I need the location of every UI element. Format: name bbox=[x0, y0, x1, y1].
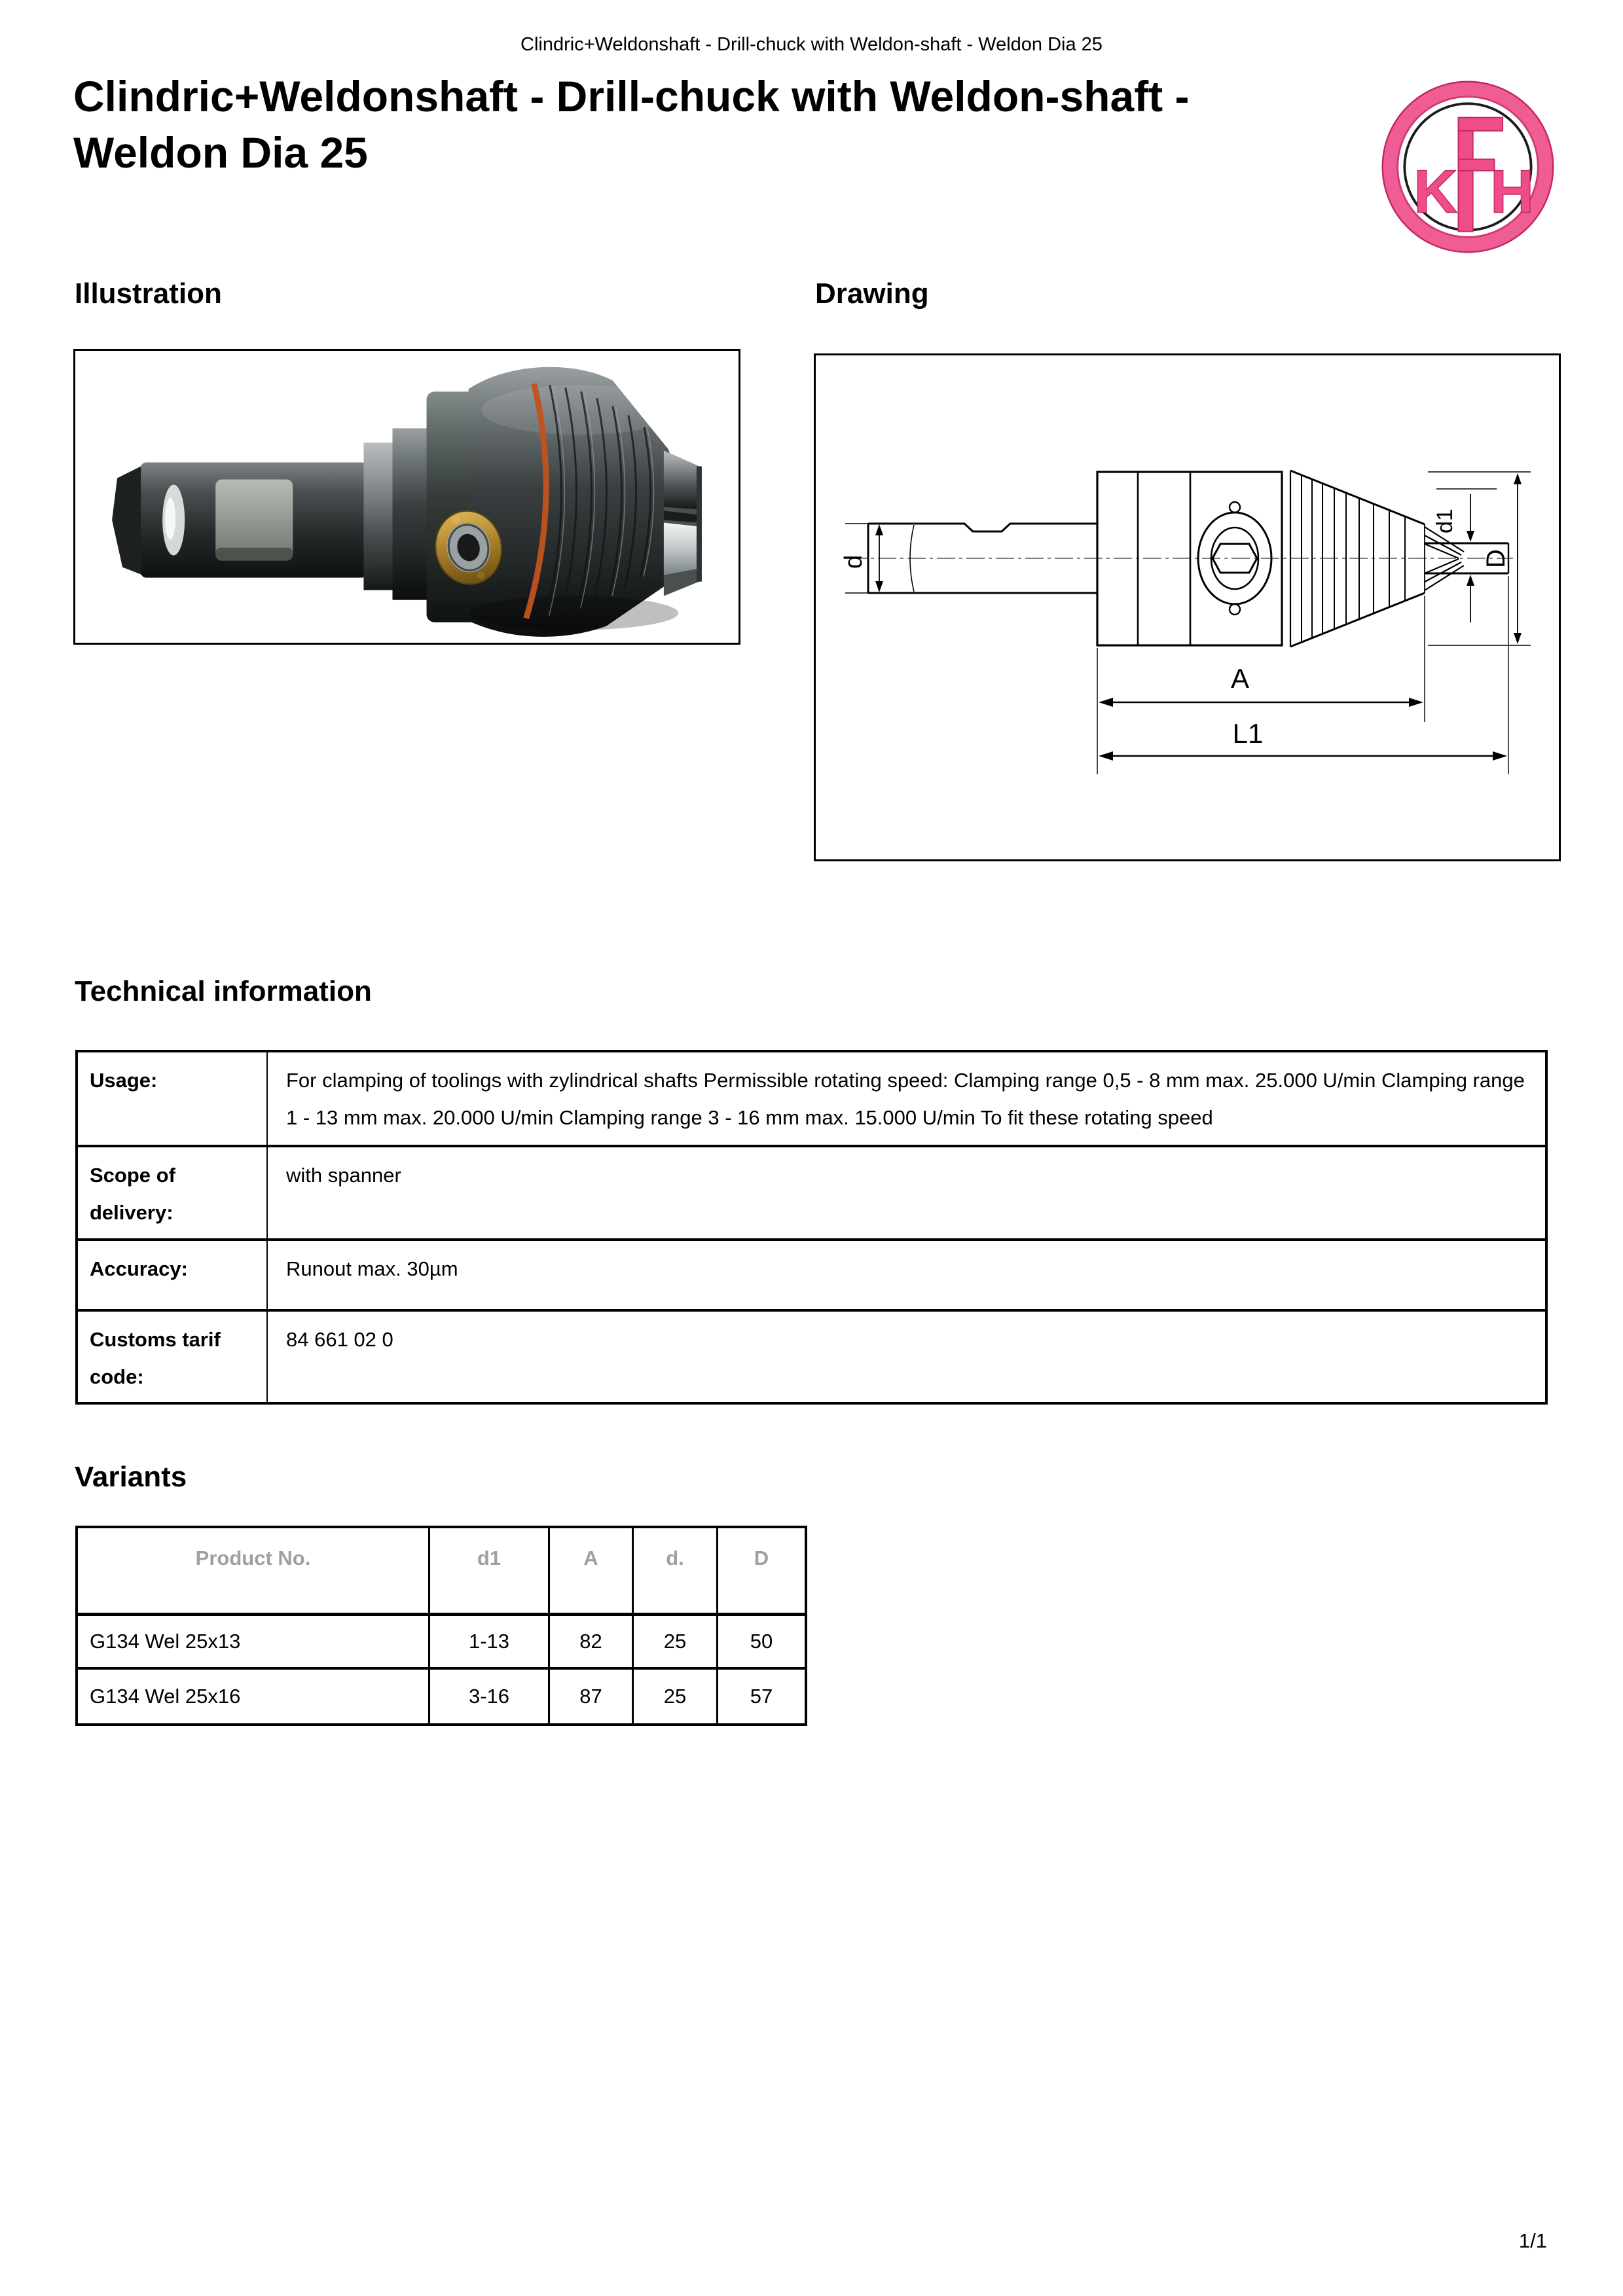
tech-label-usage: Usage: bbox=[78, 1052, 268, 1145]
photo-jaws bbox=[664, 450, 702, 596]
col-header-d-big: D bbox=[754, 1547, 769, 1570]
logo-letter-h: H bbox=[1490, 157, 1535, 226]
table-row bbox=[78, 1616, 805, 1670]
product-photo bbox=[73, 349, 740, 645]
cell-d1: 1-13 bbox=[430, 1616, 550, 1667]
dim-label-d1: d1 bbox=[1432, 509, 1457, 533]
technical-drawing bbox=[814, 353, 1561, 861]
col-header-d1: d1 bbox=[430, 1528, 550, 1613]
variants-header-row bbox=[78, 1528, 805, 1616]
col-header-product-no: Product No. bbox=[78, 1528, 430, 1613]
photo-step-cylinder bbox=[363, 442, 395, 590]
photo-weldon-shank bbox=[112, 462, 367, 577]
cell-d1: 3-16 bbox=[430, 1670, 550, 1723]
page-title: Clindric+Weldonshaft - Drill-chuck with Weldon-shaft - Weldon Dia 25 bbox=[73, 72, 1190, 177]
kfh-logo-icon bbox=[1372, 72, 1562, 262]
document-header-line: Clindric+Weldonshaft - Drill-chuck with Weldon-shaft - Weldon Dia 25 bbox=[520, 34, 1103, 55]
variants-table bbox=[75, 1526, 807, 1726]
tech-label-accuracy: Accuracy: bbox=[78, 1241, 268, 1309]
page-number: 1/1 bbox=[1518, 2229, 1547, 2252]
technical-heading: Technical information bbox=[75, 975, 372, 1007]
table-row bbox=[78, 1312, 1545, 1403]
col-header-d-small: d. bbox=[634, 1528, 718, 1613]
dim-label-A: A bbox=[1230, 663, 1250, 694]
cell-a: 87 bbox=[550, 1670, 634, 1723]
illustration-heading: Illustration bbox=[75, 278, 222, 310]
tech-value-scope: with spanner bbox=[286, 1164, 401, 1187]
dim-label-D: D bbox=[1482, 549, 1510, 568]
cell-d-big: 57 bbox=[750, 1685, 773, 1708]
photo-step-cylinder-2 bbox=[392, 428, 428, 600]
cell-d-big: 50 bbox=[750, 1630, 773, 1653]
tech-value-usage: For clamping of toolings with zylindrical shafts Permissible rotating speed: Clamping range 0,5 - 8 mm max. 25.000 U/min Clamping range 1 - 13 mm max. 20.000 U/min Clamping range 3 - 16 mm max. 15.000 U/min To fit these rotating speed bbox=[286, 1069, 1525, 1130]
tech-value-accuracy: Runout max. 30µm bbox=[286, 1257, 458, 1280]
tech-label-scope: Scope of delivery: bbox=[78, 1147, 268, 1238]
photo-chuck-body bbox=[469, 367, 678, 637]
table-row bbox=[78, 1241, 1545, 1312]
dim-label-d: d bbox=[840, 554, 867, 569]
cell-product-no: G134 Wel 25x13 bbox=[78, 1616, 430, 1667]
col-header-a: A bbox=[550, 1528, 634, 1613]
cell-d-small: 25 bbox=[634, 1616, 718, 1667]
table-row bbox=[78, 1670, 805, 1723]
drawing-heading: Drawing bbox=[815, 278, 929, 310]
table-row bbox=[78, 1147, 1545, 1241]
cell-product-no: G134 Wel 25x16 bbox=[78, 1670, 430, 1723]
table-row bbox=[78, 1052, 1545, 1147]
cell-a: 82 bbox=[550, 1616, 634, 1667]
dim-label-L1: L1 bbox=[1232, 718, 1264, 749]
logo-letter-k: K bbox=[1413, 157, 1458, 226]
tech-label-customs: Customs tarif code: bbox=[78, 1312, 268, 1403]
technical-info-table bbox=[75, 1050, 1548, 1405]
cell-d-small: 25 bbox=[634, 1670, 718, 1723]
variants-heading: Variants bbox=[75, 1461, 187, 1493]
tech-value-customs: 84 661 02 0 bbox=[286, 1327, 393, 1351]
